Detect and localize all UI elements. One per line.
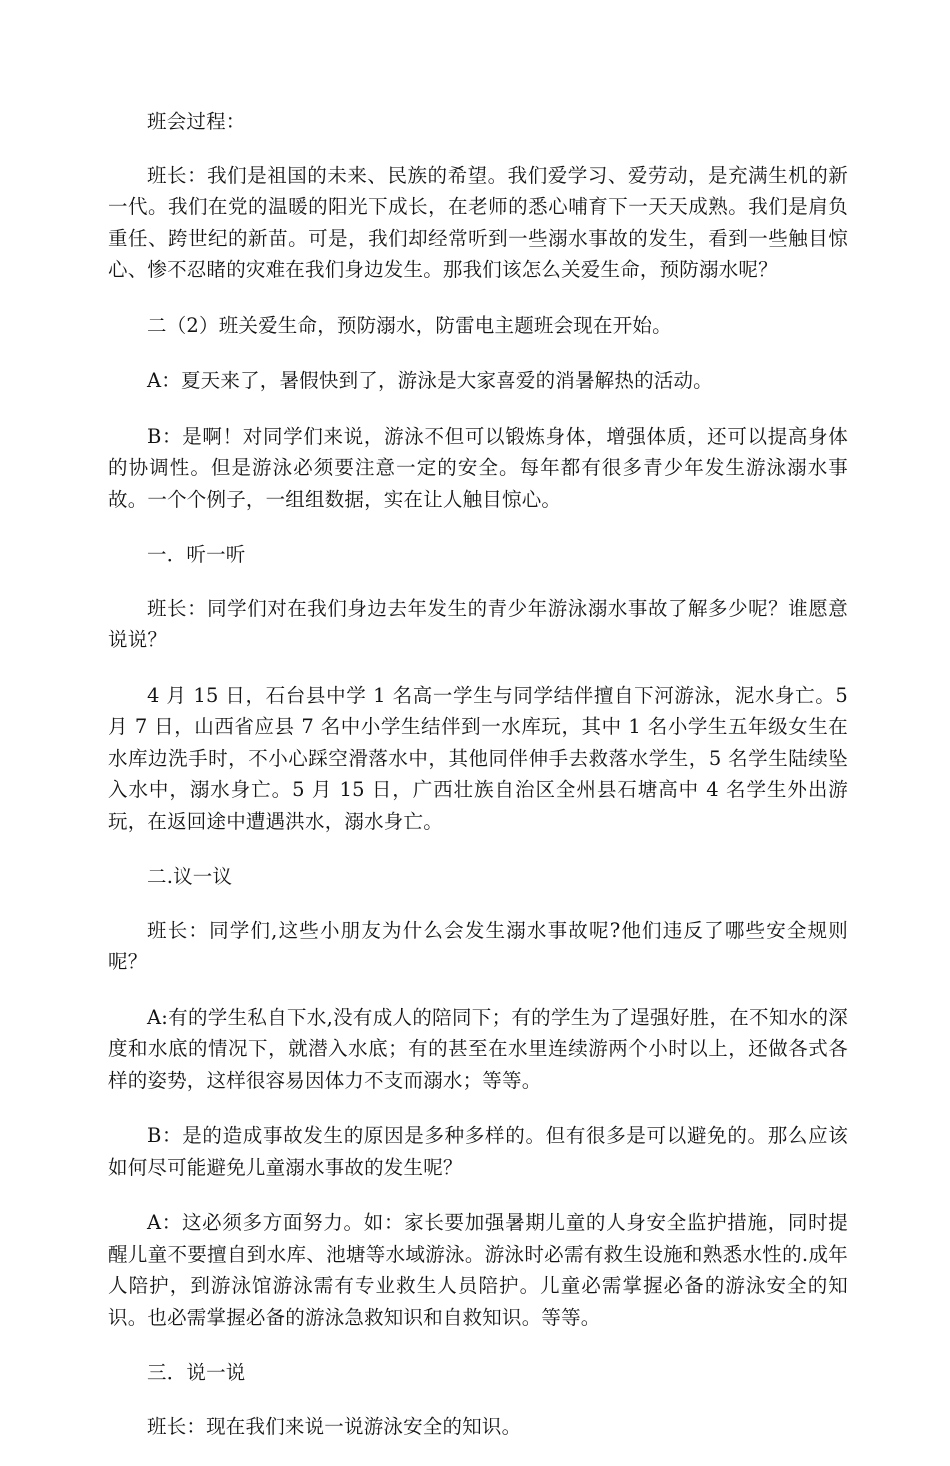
paragraph-b-avoid: B：是的造成事故发生的原因是多种多样的。但有很多是可以避免的。那么应该如何尽可能避免儿童溺水事故的发生呢？ [108, 1124, 848, 1179]
paragraph-a-summer: A：夏天来了，暑假快到了，游泳是大家喜爱的消暑解热的活动。 [147, 369, 713, 392]
paragraph-monitor-question: 班长：同学们对在我们身边去年发生的青少年游泳溺水事故了解多少呢？谁愿意说说？ [108, 596, 848, 651]
paragraph-monitor-safety: 班长：现在我们来说一说游泳安全的知识。 [147, 1414, 522, 1438]
section-heading-listen: 一．听一听 [147, 543, 246, 566]
section-heading-process: 班会过程： [147, 110, 246, 133]
paragraph-monitor-intro: 班长：我们是祖国的未来、民族的希望。我们爱学习、爱劳动，是充满生机的新一代。我们在党的温暖的阳光下成长，在老师的悉心哺育下一天天成熟。我们是肩负重任、跨世纪的新苗。可是，我们却经常听到一些溺水事故的发生，看到一些触目惊心、惨不忍睹的灾难在我们身边发生。那我们该怎么关爱生命，预防溺水呢？ [108, 163, 848, 281]
paragraph-b-swimming: B：是啊！对同学们来说，游泳不但可以锻炼身体，增强体质，还可以提高身体的协调性。但是游泳必须要注意一定的安全。每年都有很多青少年发生游泳溺水事故。一个个例子，一组组数据，实在让人触目惊心。 [108, 424, 848, 511]
paragraph-a-measures: A：这必须多方面努力。如：家长要加强暑期儿童的人身安全监护措施，同时提醒儿童不要擅自到水库、池塘等水域游泳。游泳时必需有救生设施和熟悉水性的.成年人陪护，到游泳馆游泳需有专业救生人员陪护。儿童必需掌握必备的游泳安全的知识。也必需掌握必备的游泳急救知识和自救知识。等等。 [108, 1211, 848, 1329]
paragraph-incident-reports: 4 月 15 日，石台县中学 1 名高一学生与同学结伴擅自下河游泳，泥水身亡。5 月 7 日，山西省应县 7 名中小学生结伴到一水库玩，其中 1 名小学生五年级女生在水库边洗手时，不小心踩空滑落水中，其他同伴伸手去救落水学生，5 名学生陆续坠入水中，溺水身亡。5 月 15 日，广西壮族自治区全州县石塘高中 4 名学生外出游玩，在返回途中遭遇洪水，溺水身亡。 [108, 683, 848, 833]
section-heading-speak: 三．说一说 [147, 1361, 246, 1384]
document-body [108, 106, 848, 1466]
section-heading-discuss: 二.议一议 [147, 865, 233, 888]
paragraph-meeting-start: 二（2）班关爱生命，预防溺水，防雷电主题班会现在开始。 [147, 313, 672, 337]
paragraph-monitor-why: 班长：同学们,这些小朋友为什么会发生溺水事故呢?他们违反了哪些安全规则呢？ [108, 918, 848, 973]
paragraph-a-reasons: A:有的学生私自下水,没有成人的陪同下；有的学生为了逞强好胜，在不知水的深度和水底的情况下，就潜入水底；有的甚至在水里连续游两个小时以上，还做各式各样的姿势，这样很容易因体力不支而溺水；等等。 [108, 1005, 848, 1092]
